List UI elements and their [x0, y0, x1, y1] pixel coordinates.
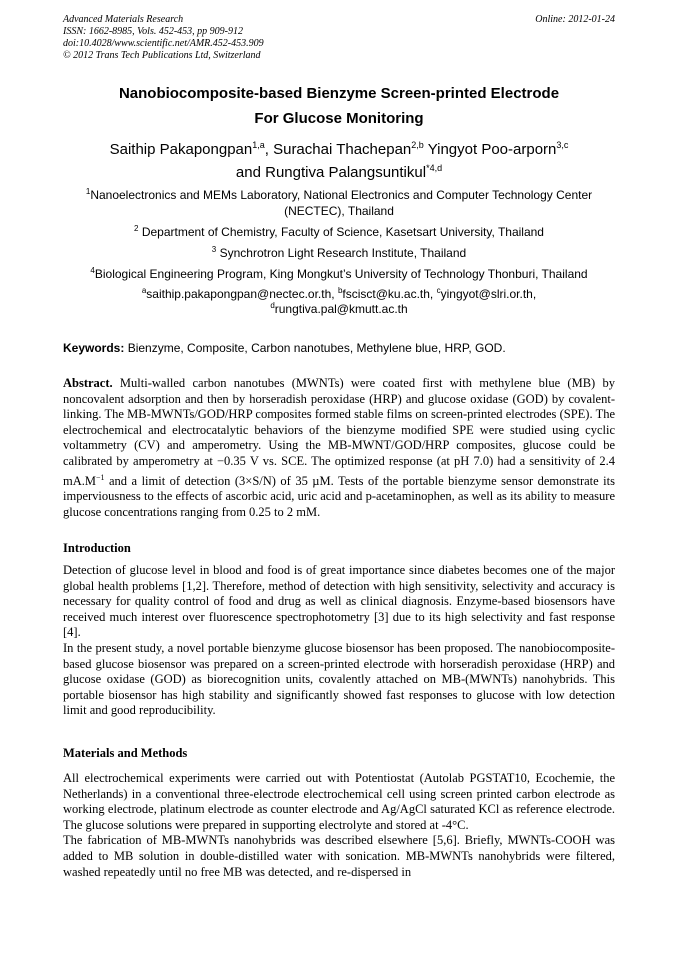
affiliation-number: 1 [85, 187, 91, 196]
affiliation-number: 3 [211, 245, 217, 254]
paragraph: All electrochemical experiments were carried out with Potentiostat (Autolab PGSTAT10, Ecochemie, the Netherlands) in a conventional three-electrode electrochemical cell using screen printed carbon electrode as working electrode, platinum electrode as counter electrode and Ag/AgCl saturated KCl as reference electrode. The glucose solutions were prepared in supporting electrolyte and stored at -4°C. [63, 771, 615, 832]
affiliation [63, 266, 615, 282]
author-name: Rungtiva Palangsuntikul [265, 164, 427, 181]
affiliation-text: Synchrotron Light Research Institute, Thailand [219, 246, 467, 260]
paper-title [63, 81, 615, 131]
abstract-superscript: −1 [96, 472, 105, 482]
email-marker: a [141, 286, 147, 295]
issn-line: ISSN: 1662-8985, Vols. 452-453, pp 909-912 [63, 26, 243, 37]
author-superscript: 3,c [556, 140, 569, 150]
email-marker: b [337, 286, 343, 295]
email-marker: d [270, 301, 275, 310]
affiliation [63, 245, 615, 261]
author-line-2 [63, 161, 615, 184]
email-list [63, 287, 615, 317]
paragraph: The fabrication of MB-MWNTs nanohybrids was described elsewhere [5,6]. Briefly, MWNTs-COOH was added to MB solution in double-distilled water with sonication. MB-MWNTs nanohybrids were filtered, washed repeatedly until no free MB was detected, and re-dispersed in [63, 833, 615, 879]
author-name: Surachai Thachepan [273, 141, 412, 158]
introduction-body [63, 563, 615, 719]
email-marker: c [436, 286, 441, 295]
author-name: Saithip Pakapongpan [109, 141, 253, 158]
title-line-1: Nanobiocomposite-based Bienzyme Screen-printed Electrode [118, 85, 560, 102]
journal-header [63, 14, 615, 62]
doi-line[interactable]: doi:10.4028/www.scientific.net/AMR.452-453.909 [63, 38, 264, 49]
affiliation-number: 2 [134, 224, 139, 233]
affiliation-text: Biological Engineering Program, King Mongkut’s University of Technology Thonburi, Thailand [94, 267, 588, 281]
online-date: Online: 2012-01-24 [535, 14, 615, 25]
abstract-label: Abstract. [63, 376, 113, 390]
author-conjunction: and [235, 164, 261, 181]
author-line-1: Saithip Pakapongpan$^{1,a}$, Surachai Thachepan$^{2,b}$ Yingyot Poo-arporn$^{3,c}$ [109, 140, 569, 158]
email-link[interactable]: yingyot@slri.or.th, [440, 287, 537, 301]
affiliation-list [63, 187, 615, 317]
author-superscript: *4,d [426, 163, 443, 173]
affiliation-text: Nanoelectronics and MEMs Laboratory, National Electronics and Computer Technology Center (NECTEC), Thailand [90, 188, 593, 218]
section-heading-methods: Materials and Methods [63, 746, 188, 760]
email-link[interactable]: saithip.pakapongpan@nectec.or.th, [146, 287, 335, 301]
email-link[interactable]: fscisct@ku.ac.th, [342, 287, 434, 301]
abstract-text-cont: and a limit of detection (3×S/N) of 35 µM. Tests of the portable bienzyme sensor demonstrate its imperviousness to the effects of ascorbic acid, uric acid and p-acetaminophen, as well as its ability to measure glucose concentrations ranging from 0.25 to 2 mM. [63, 473, 615, 519]
email-link[interactable]: rungtiva.pal@kmutt.ac.th [274, 302, 408, 316]
affiliation-text: Department of Chemistry, Faculty of Science, Kasetsart University, Thailand [141, 225, 544, 239]
author-name: Yingyot Poo-arporn [427, 141, 557, 158]
paragraph: Detection of glucose level in blood and food is of great importance since diabetes becomes one of the major global health problems [1,2]. Therefore, method of detection with high sensitivity, selectivity and accuracy is necessary for quality control of food and drug as well as clinical diagnosis. Enzyme-based biosensors have received much interest over fluorescence spectrophotometry [3] due to its high selectivity and fast response [4]. [63, 563, 615, 640]
affiliation [63, 187, 615, 219]
section-heading-introduction: Introduction [63, 541, 131, 555]
abstract-text: Multi-walled carbon nanotubes (MWNTs) were coated first with methylene blue (MB) by noncovalent adsorption and then by horseradish peroxidase (HRP) and glucose oxidase (GOD) by covalent-linking. The MB-MWNTs/GOD/HRP composites formed stable films on screen-printed electrodes (SPE). The electrochemical and electrocatalytic behaviors of the bienzyme modified SPE were studied using cyclic voltammetry (CV) and amperometry. Using the MB-MWNT/GOD/HRP composites, glucose could be calibrated by amperometry at −0.35 V vs. SCE. The optimized response (at pH 7.0) had a sensitivity of 2.4 mA.M [63, 376, 615, 488]
title-line-2: For Glucose Monitoring [254, 110, 424, 127]
paragraph: In the present study, a novel portable bienzyme glucose biosensor has been proposed. The nanobiocomposite-based glucose biosensor was prepared on a screen-printed electrode with horseradish peroxidase (HRP) and glucose oxidase (GOD) as biorecognition units, covalently attached on MB-(MWNTs) nanohybrids. This portable biosensor has high stability and significantly showed fast responses to glucose with low detection limit and good reproducibility. [63, 640, 615, 718]
author-superscript: 2,b [411, 140, 424, 150]
author-list [63, 138, 615, 184]
abstract [63, 376, 615, 521]
methods-body [63, 771, 615, 880]
affiliation [63, 224, 615, 240]
keywords-text: Bienzyme, Composite, Carbon nanotubes, Methylene blue, HRP, GOD. [127, 341, 506, 355]
affiliation-number: 4 [90, 266, 95, 275]
keywords-label: Keywords: [63, 341, 125, 355]
author-superscript: 1,a [252, 140, 265, 150]
journal-name: Advanced Materials Research [63, 14, 184, 25]
copyright-line: © 2012 Trans Tech Publications Ltd, Switzerland [63, 50, 261, 61]
keywords [63, 340, 615, 356]
